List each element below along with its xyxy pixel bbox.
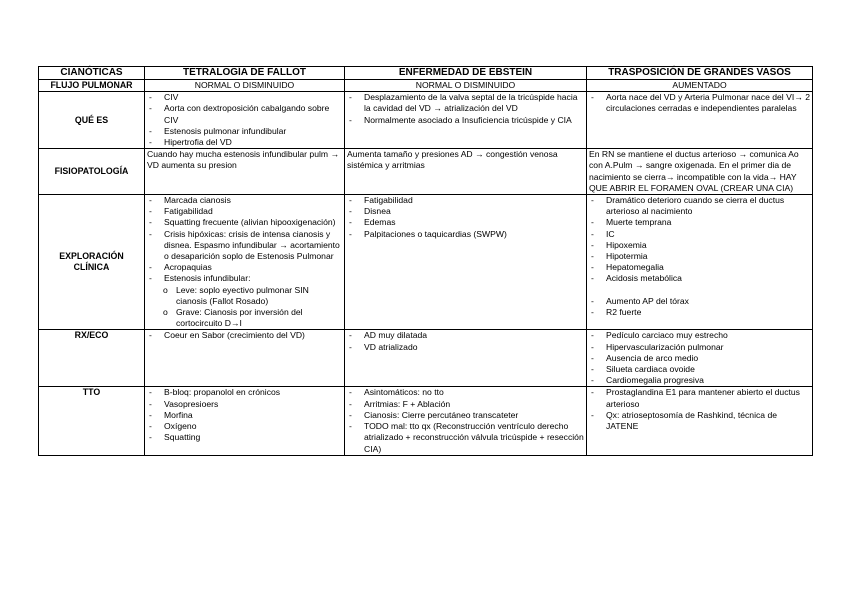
list-explo-ebstein [347, 195, 584, 240]
list-rx-fallot [147, 330, 342, 341]
list-item: - Normalmente asociado a Insuficiencia tricúspide y CIA [347, 115, 584, 126]
cell-quees-tgv [587, 92, 813, 149]
list-quees-tgv [589, 92, 810, 114]
list-item: - B-bloq: propanolol en crónicos [147, 387, 342, 398]
list-item: - Acropaquias [147, 262, 342, 273]
rowhead-rx-eco: RX/ECO [39, 330, 145, 387]
list-tto-fallot [147, 387, 342, 443]
list-item: - Oxígeno [147, 421, 342, 432]
cell-explo-ebstein [345, 195, 587, 330]
row-exploracion-clinica [39, 195, 813, 330]
list-item: - Asintomáticos: no tto [347, 387, 584, 398]
cell-quees-ebstein [345, 92, 587, 149]
list-item: - Hipervascularización pulmonar [589, 342, 810, 353]
list-item: - Arritmias: F + Ablación [347, 399, 584, 410]
cell-fisio-fallot: Cuando hay mucha estenosis infundibular pulm → VD aumenta su presion [145, 149, 345, 195]
list-item: - Palpitaciones o taquicardias (SWPW) [347, 229, 584, 240]
list-rx-ebstein [347, 330, 584, 352]
list-item: - Fatigabilidad [347, 195, 584, 206]
cell-flujo-fallot: NORMAL O DISMINUIDO [145, 80, 345, 92]
rowhead-tto: TTO [39, 387, 145, 455]
cell-explo-tgv [587, 195, 813, 330]
list-quees-ebstein [347, 92, 584, 126]
list-item: - Marcada cianosis [147, 195, 342, 206]
list-item: o Grave: Cianosis por inversión del cortocircuito D→I [159, 307, 342, 329]
list-tto-tgv [589, 387, 810, 432]
cell-fisio-ebstein: Aumenta tamaño y presiones AD → congestión venosa sistémica y arritmias [345, 149, 587, 195]
sublist-explo-fallot [147, 285, 342, 330]
list-item: - Morfina [147, 410, 342, 421]
list-item: - Hipotermia [589, 251, 810, 262]
list-item: - Edemas [347, 217, 584, 228]
cell-rx-ebstein [345, 330, 587, 387]
row-fisiopatologia [39, 149, 813, 195]
rowhead-exploracion-line1: EXPLORACIÓN [59, 251, 124, 262]
list-item: - Coeur en Sabor (crecimiento del VD) [147, 330, 342, 341]
cell-rx-fallot [145, 330, 345, 387]
header-ebstein: ENFERMEDAD DE EBSTEIN [345, 67, 587, 80]
list-item: - IC [589, 229, 810, 240]
list-item: - Muerte temprana [589, 217, 810, 228]
rowhead-flujo: FLUJO PULMONAR [39, 80, 145, 92]
row-flujo-pulmonar [39, 80, 813, 92]
list-item: - Cianosis: Cierre percutáneo transcateter [347, 410, 584, 421]
list-item: - Ausencia de arco medio [589, 353, 810, 364]
header-cianoticas: CIANÓTICAS [39, 67, 145, 80]
list-item: - Aorta nace del VD y Arteria Pulmonar nace del VI→ 2 circulaciones cerradas e independientes paralelas [589, 92, 810, 114]
list-item: - Squatting [147, 432, 342, 443]
list-item: - Squatting frecuente (alivian hipooxigenación) [147, 217, 342, 228]
list-item: - Hipoxemia [589, 240, 810, 251]
cell-tto-ebstein [345, 387, 587, 455]
list-item: - R2 fuerte [589, 307, 810, 318]
list-spacer [589, 285, 810, 296]
rowhead-fisiopatologia: FISIOPATOLOGÍA [39, 149, 145, 195]
cell-flujo-tgv: AUMENTADO [587, 80, 813, 92]
list-item: - Dramático deterioro cuando se cierra el ductus arterioso al nacimiento [589, 195, 810, 217]
list-tto-ebstein [347, 387, 584, 454]
list-item: - Desplazamiento de la valva septal de la tricúspide hacia la cavidad del VD → atrialización del VD [347, 92, 584, 114]
row-rx-eco [39, 330, 813, 387]
list-explo-tgv [589, 195, 810, 318]
rowhead-exploracion-line2: CLÍNICA [73, 262, 110, 273]
row-que-es [39, 92, 813, 149]
list-item: - TODO mal: tto qx (Reconstrucción ventrículo derecho atrializado + reconstrucción válvula tricúspide + resección CIA) [347, 421, 584, 455]
cell-rx-tgv [587, 330, 813, 387]
list-item: - Prostaglandina E1 para mantener abierto el ductus arterioso [589, 387, 810, 409]
list-item: - CIV [147, 92, 342, 103]
cell-fisio-tgv: En RN se mantiene el ductus arterioso → comunica Ao con A.Pulm → sangre oxigenada. En el primer dia de nacimiento se cierra→ incompatible con la vida→ HAY QUE ABRIR EL FORAMEN OVAL (CREAR UNA CIA) [587, 149, 813, 195]
cell-explo-fallot [145, 195, 345, 330]
list-item: - Estenosis pulmonar infundibular [147, 126, 342, 137]
list-explo-fallot [147, 195, 342, 285]
cell-tto-fallot [145, 387, 345, 455]
list-item: - Disnea [347, 206, 584, 217]
comparison-table [38, 66, 813, 456]
cell-quees-fallot [145, 92, 345, 149]
list-item: - Fatigabilidad [147, 206, 342, 217]
list-quees-fallot [147, 92, 342, 148]
header-row [39, 67, 813, 80]
list-rx-tgv [589, 330, 810, 386]
rowhead-que-es: QUÉ ES [39, 92, 145, 149]
list-item: - Estenosis infundibular: [147, 273, 342, 284]
list-item: - Pedículo carciaco muy estrecho [589, 330, 810, 341]
list-item: - Hipertrofia del VD [147, 137, 342, 148]
list-item: - VD atrializado [347, 342, 584, 353]
list-item: - Silueta cardiaca ovoide [589, 364, 810, 375]
list-item: - Aorta con dextroposición cabalgando sobre CIV [147, 103, 342, 125]
list-item: - Aumento AP del tórax [589, 296, 810, 307]
header-tgv: TRASPOSICIÓN DE GRANDES VASOS [587, 67, 813, 80]
row-tto [39, 387, 813, 455]
cell-tto-tgv [587, 387, 813, 455]
list-item: o Leve: soplo eyectivo pulmonar SIN cianosis (Fallot Rosado) [159, 285, 342, 307]
list-item: - Acidosis metabólica [589, 273, 810, 284]
list-item: - Hepatomegalia [589, 262, 810, 273]
cell-flujo-ebstein: NORMAL O DISMINUIDO [345, 80, 587, 92]
list-item: - Cardiomegalia progresiva [589, 375, 810, 386]
header-fallot: TETRALOGÍA DE FALLOT [145, 67, 345, 80]
list-item: - Qx: atrioseptosomía de Rashkind, técnica de JATENE [589, 410, 810, 432]
rowhead-exploracion [39, 195, 145, 330]
list-item: - Vasopresioers [147, 399, 342, 410]
list-item: - Crisis hipóxicas: crisis de intensa cianosis y disnea. Espasmo infundibular → acortamiento o desaparición soplo de Estenosis Pulmonar [147, 229, 342, 263]
list-item: - AD muy dilatada [347, 330, 584, 341]
